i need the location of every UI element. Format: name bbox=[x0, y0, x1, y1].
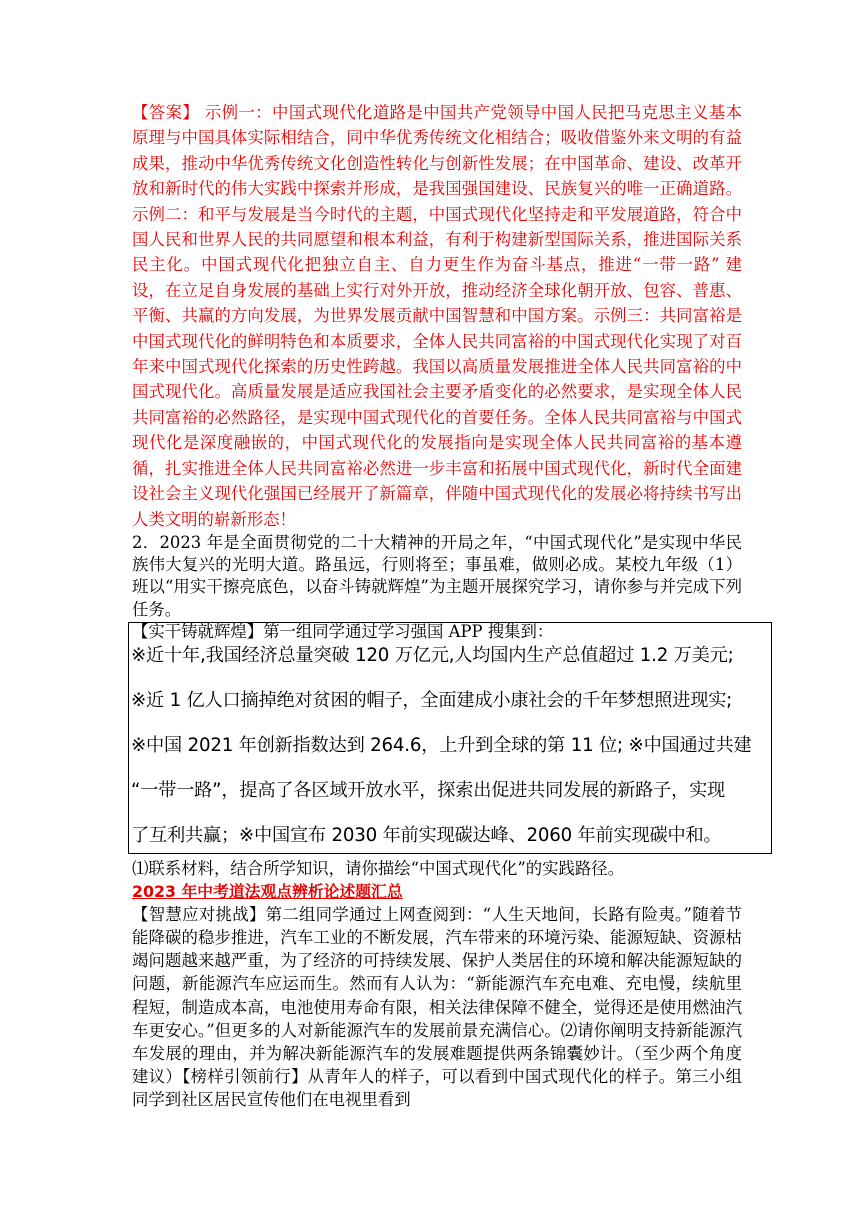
material-box bbox=[128, 622, 772, 854]
question-intro: 2．2023 年是全面贯彻党的二十大精神的开局之年，“中国式现代化”是实现中华民族伟大复兴的光明大道。路虽远，行则将至；事虽难，做则必成。某校九年级（1）班以“用实干擦亮底色，以奋斗铸就辉煌”为主题开展探究学习，请你参与并完成下列任务。 bbox=[132, 533, 742, 619]
material-line: ※近 1 亿人口摘掉绝对贫困的帽子，全面建成小康社会的千年梦想照进现实; bbox=[131, 690, 733, 711]
material-line: 了互利共赢；※中国宣布 2030 年前实现碳达峰、2060 年前实现碳中和。 bbox=[131, 825, 722, 846]
after-section bbox=[132, 857, 742, 1111]
material-line: ※中国 2021 年创新指数达到 264.6，上升到全球的第 11 位; ※中国通过共建 bbox=[131, 735, 752, 756]
answer-paragraph bbox=[132, 100, 742, 532]
material-line: “一带一路”，提高了各区域开放水平，探索出促进共同发展的新路子，实现 bbox=[131, 780, 726, 801]
task1-text: 【实干铸就辉煌】第一组同学通过学习强国 APP 搜集到： bbox=[132, 621, 554, 641]
answer-label: 【答案】 bbox=[132, 103, 200, 122]
question-1: ⑴联系材料，结合所学知识，请你描绘“中国式现代化”的实践路径。 bbox=[132, 859, 625, 878]
material-line: ※近十年,我国经济总量突破 120 万亿元,人均国内生产总值超过 1.2 万美元; bbox=[131, 645, 734, 666]
task2-paragraph: 【智慧应对挑战】第二组同学通过上网查阅到：“人生天地间，长路有险夷。”随着节能降碳的稳步推进，汽车工业的不断发展，汽车带来的环境污染、能源短缺、资源枯竭问题越来越严重，为了经济的可持续发展、保护人类居住的环境和解决能源短缺的问题，新能源汽车应运而生。然而有人认为：“新能源汽车充电难、充电慢，续航里程短，制造成本高，电池使用寿命有限，相关法律保障不健全，觉得还是使用燃油汽车更安心。”但更多的人对新能源汽车的发展前景充满信心。⑵请你阐明支持新能源汽车发展的理由，并为解决新能源汽车的发展难题提供两条锦囊妙计。（至少两个角度建议）【榜样引领前行】从青年人的样子，可以看到中国式现代化的样子。第三小组同学到社区居民宣传他们在电视里看到 bbox=[132, 905, 742, 1109]
section-heading: 2023 年中考道法观点辨析论述题汇总 bbox=[132, 882, 403, 902]
answer-text: 示例一：中国式现代化道路是中国共产党领导中国人民把马克思主义基本原理与中国具体实际相结合，同中华优秀传统文化相结合；吸收借鉴外来文明的有益成果，推动中华优秀传统文化创造性转化与创新性发展；在中国革命、建设、改革开放和新时代的伟大实践中探索并形成，是我国强国建设、民族复兴的唯一正确道路。 示例二：和平与发展是当今时代的主题，中国式现代化坚持走和平发展道路，符合中国人民和世界人民的共同愿望和根本利益，有利于构建新型国际关系，推进国际关系民主化。中国式现代化把独立自主、自力更生作为奋斗基点，推进“一带一路” 建设，在立足自身发展的基础上实行对外开放，推动经济全球化朝开放、包容、普惠、平衡、共赢的方向发展，为世界发展贡献中国智慧和中国方案。示例三：共同富裕是中国式现代化的鲜明特色和本质要求，全体人民共同富裕的中国式现代化实现了对百年来中国式现代化探索的历史性跨越。我国以高质量发展推进全体人民共同富裕的中国式现代化。高质量发展是适应我国社会主要矛盾变化的必然要求，是实现全体人民共同富裕的必然路径，是实现中国式现代化的首要任务。全体人民共同富裕与中国式现代化是深度融嵌的，中国式现代化的发展指向是实现全体人民共同富裕的基本遵循，扎实推进全体人民共同富裕必然进一步丰富和拓展中国式现代化，新时代全面建设社会主义现代化强国已经展开了新篇章，伴随中国式现代化的发展必将持续书写出人类文明的崭新形态！ bbox=[132, 103, 742, 529]
